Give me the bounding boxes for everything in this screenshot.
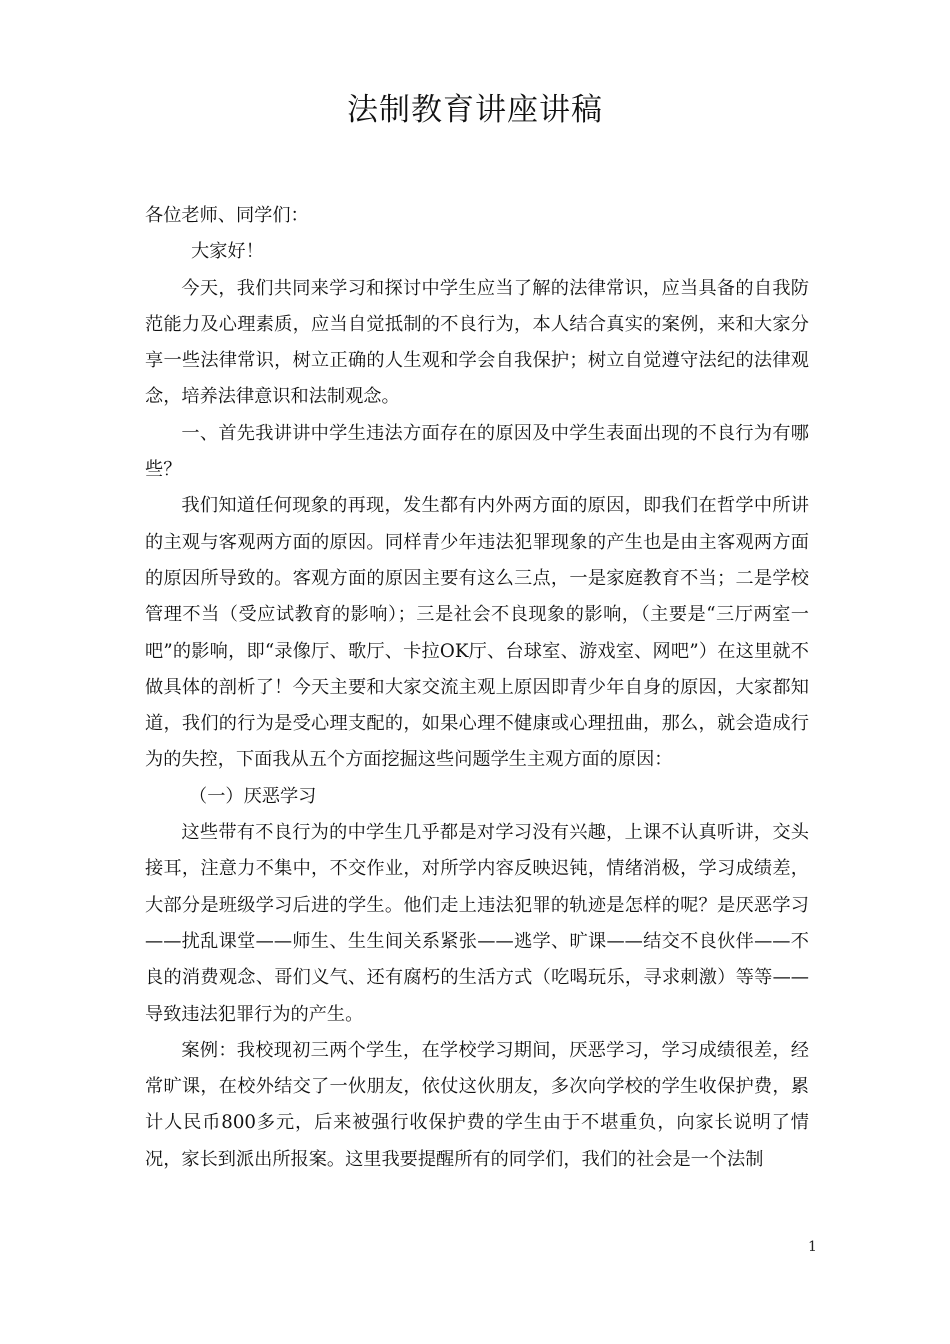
paragraph-intro: 今天，我们共同来学习和探讨中学生应当了解的法律常识，应当具备的自我防范能力及心理素质，应当自觉抵制的不良行为，本人结合真实的案例，来和大家分享一些法律常识，树立正确的人生观和学会自我保护；树立自觉遵守法纪的法律观念，培养法律意识和法制观念。 <box>145 277 809 408</box>
subheading-dislike-study: （一）厌恶学习 <box>189 785 317 807</box>
greeting: 各位老师、同学们： <box>145 205 309 226</box>
hello-line: 大家好！ <box>191 241 264 263</box>
paragraph-dislike-study: 这些带有不良行为的中学生几乎都是对学习没有兴趣，上课不认真听讲，交头接耳，注意力不集中，不交作业，对所学内容反映迟钝，情绪消极，学习成绩差，大部分是班级学习后进的学生。他们走上违法犯罪的轨迹是怎样的呢？是厌恶学习——扰乱课堂——师生、生生间关系紧张——逃学、旷课——结交不良伙伴——不良的消费观念、哥们义气、还有腐朽的生活方式（吃喝玩乐，寻求刺激）等等——导致违法犯罪行为的产生。 <box>145 822 809 1025</box>
page-number: 1 <box>808 1239 817 1255</box>
paragraph-section-one-heading: 一、首先我讲讲中学生违法方面存在的原因及中学生表面出现的不良行为有哪些？ <box>145 422 809 481</box>
paragraph-causes: 我们知道任何现象的再现，发生都有内外两方面的原因，即我们在哲学中所讲的主观与客观两方面的原因。同样青少年违法犯罪现象的产生也是由主客观两方面的原因所导致的。客观方面的原因主要有这么三点，一是家庭教育不当；二是学校管理不当（受应试教育的影响）；三是社会不良现象的影响，（主要是“三厅两室一吧”的影响，即“录像厅、歌厅、卡拉OK厅、台球室、游戏室、网吧”）在这里就不做具体的剖析了！今天主要和大家交流主观上原因即青少年自身的原因，大家都知道，我们的行为是受心理支配的，如果心理不健康或心理扭曲，那么，就会造成行为的失控，下面我从五个方面挖掘这些问题学生主观方面的原因： <box>145 495 809 771</box>
document-title: 法制教育讲座讲稿 <box>347 92 603 128</box>
paragraph-case: 案例：我校现初三两个学生，在学校学习期间，厌恶学习，学习成绩很差，经常旷课，在校外结交了一伙朋友，依仗这伙朋友，多次向学校的学生收保护费，累计人民币800多元，后来被强行收保护费的学生由于不堪重负，向家长说明了情况，家长到派出所报案。这里我要提醒所有的同学们，我们的社会是一个法制 <box>145 1039 809 1170</box>
document-body <box>145 198 809 1178</box>
